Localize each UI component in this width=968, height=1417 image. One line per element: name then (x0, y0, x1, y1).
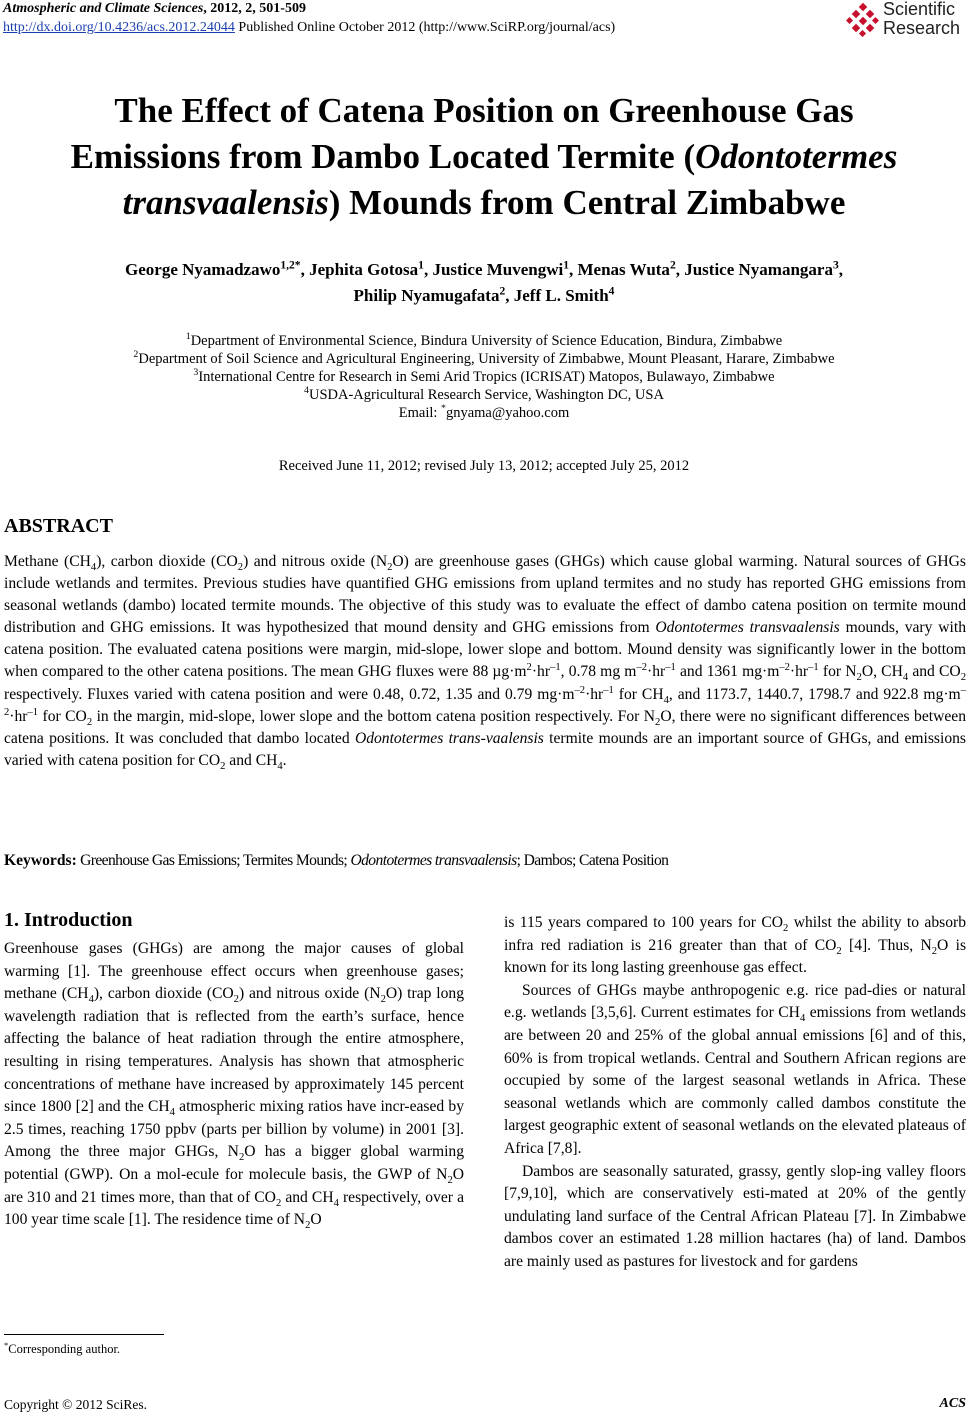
author: Menas Wuta$^2$, (577, 258, 685, 279)
paragraph: Dambos are seasonally saturated, grassy, gently slop-ing valley floors [7,9,10], which are conservatively esti-mated at 20% of the gently undulating land surface of the Central African Plateau [7]. In Zimbabwe dambos cover an estimated 1.28 million hactares (ha) of land. Dambos are mainly used as pastures for livestock and for gardens (504, 1162, 966, 1270)
email-line: Email: *gnyama@yahoo.com (398, 403, 570, 421)
doi-link[interactable]: http://dx.doi.org/10.4236/acs.2012.24044 (3, 20, 235, 35)
column-left (4, 909, 464, 1232)
abstract-body: Methane $(CH_4)$, carbon dioxide $(CO_2)$ and nitrous oxide $(N_2O)$ are greenhouse gases (GHGs) which cause global warming. Natural sources of GHGs include wetlands and termites. Previous studies have quantified GHG emissions from upland termites and no study has reported GHG emissions from seasonal wetlands (dambo) located termite mounds. The objective of this study was to evaluate the effect of dambo catena position on termite mound distribution and GHG emissions. It was hypothesized that mound density and GHG emissions from Odontotermes transvaalensis mounds, vary with catena position. The evaluated catena positions were margin, mid-slope, lower slope and bottom. Mound density was significantly lower in the bottom when compared to the other catena positions. The mean GHG fluxes were 88 $\mu g\cdot m^2\cdot hr^{-1}$, 0.78 mg $m^{-2}\cdot hr^{-1}$ and 1361 $mg\cdot m^{-2}\cdot hr^{-1}$ for $N_2O$, $CH_4$ and $CO_2$ respectively. Fluxes varied with catena position and were 0.48, 0.72, 1.35 and 0.79 $mg\cdot m^{-2}\cdot hr^{-1}$ for $CH_4$, and 1173.7, 1440.7, 1798.7 and 922.8 $mg\cdot m^{-2}\cdot hr^{-1}$ for $CO_2$ in the margin, mid-slope, lower slope and the bottom catena position respectively. For $N_2O$, there were no significant differences between catena positions. It was concluded that dambo located Odontotermes trans-vaalensis termite mounds are an important source of GHGs, and emissions varied with catena position for $CO_2$ and $CH_4$. (4, 553, 967, 772)
author: Jeff L. Smith$^4$ (513, 284, 615, 305)
logo-line1: Scientific (883, 0, 956, 19)
author: Justice Nyamangara$^3$, (684, 258, 843, 279)
author: Jephita Gotosa$^1$, (309, 258, 433, 279)
affiliation: $^2$Department of Soil Science and Agricultural Engineering, University of Zimbabwe, Mount Pleasant, Harare, Zimbabwe (133, 349, 835, 367)
author: George Nyamadzawo$^{1,2*}$, (125, 258, 310, 279)
author: Justice Muvengwi$^1$, (432, 258, 578, 279)
doi-line (3, 20, 615, 36)
affiliations (0, 332, 968, 422)
title-line3-italic: transvaalensis (122, 183, 329, 222)
logo-text (883, 0, 960, 38)
section-heading: 1. Introduction (4, 909, 133, 931)
paragraph: Greenhouse gases (GHGs) are among the major causes of global warming [1]. The greenhouse effect occurs when greenhouse gases; methane $(CH_4)$, carbon dioxide $(CO_2)$ and nitrous oxide $(N_2O)$ trap long wavelength radiation that is reflected from the earth’s surface, hence affecting the balance of heat radiation through the entire atmosphere, resulting in rising temperatures. Analysis has shown that atmospheric concentrations of methane have increased by approximately 145 percent since 1800 [2] and the $CH_4$ atmospheric mixing ratios have incr-eased by 2.5 times, reaching 1750 ppbv (parts per billion by volume) in 2001 [3]. Among the three major GHGs, $N_2O$ has a bigger global warming potential (GWP). On a mol-ecule for molecule basis, the GWP of $N_2O$ are 310 and 21 times more, than that of $CO_2$ and $CH_4$ respectively, over a 100 year time scale [1]. The residence time of $N_2O$ (4, 940, 465, 1232)
affiliation: $^1$Department of Environmental Science, Bindura University of Science Education, Bindura, Zimbabwe (185, 331, 783, 349)
title-line3-text: ) Mounds from Central Zimbabwe (328, 183, 846, 222)
paragraph: is 115 years compared to 100 years for $CO_2$ whilst the ability to absorb infra red radiation is 216 greater than that of $CO_2$ [4]. Thus, $N_2O$ is known for its long lasting greenhouse gas effect. (504, 914, 967, 977)
journal-header (3, 1, 306, 17)
author-line1 (0, 257, 968, 283)
column-right (504, 912, 966, 1274)
paragraph: Sources of GHGs maybe anthropogenic e.g. rice pad-dies or natural e.g. wetlands [3,5,6]. Current estimates for $CH_4$ emissions from wetlands are between 20 and 25% of the global annual emissions [6] and of this, 60% is from tropical wetlands. Central and Southern African regions are occupied by some of the largest seasonal wetlands in Africa. These seasonal wetlands which are commonly called dambos constitute the largest geographic extent of seasonal wetlands on the elevated plateaus of Africa [7,8]. (504, 981, 966, 1157)
footnote: *Corresponding author. (4, 1339, 121, 1356)
copyright: Copyright © 2012 SciRes. (4, 1397, 148, 1412)
footnote-rule (4, 1334, 164, 1335)
received-dates: Received June 11, 2012; revised July 13, 2012; accepted July 25, 2012 (278, 458, 690, 474)
keywords-list: Greenhouse Gas Emissions; Termites Mounds; Odontotermes transvaalensis; Dambos; Catena Position (76, 852, 669, 869)
title-line2-italic: Odontotermes (695, 137, 898, 176)
logo-line2: Research (883, 18, 961, 38)
journal-abbrev: ACS (939, 1396, 966, 1411)
abstract-heading: ABSTRACT (4, 515, 113, 537)
keywords-label: Keywords: (4, 852, 77, 869)
journal-name: Atmospheric and Climate Sciences (3, 1, 204, 16)
email-address[interactable]: gnyama@yahoo.com (445, 405, 570, 421)
author-list (0, 257, 968, 309)
publisher-logo (846, 0, 966, 42)
published-note: Published Online October 2012 (http://www.SciRP.org/journal/acs) (234, 20, 616, 35)
affiliation: $^4$USDA-Agricultural Research Service, Washington DC, USA (304, 385, 664, 403)
paper-title (0, 88, 968, 226)
journal-volume: , 2012, 2, 501-509 (203, 1, 306, 16)
scirp-logo-icon (846, 3, 880, 37)
title-line2 (0, 134, 968, 180)
affiliation: $^3$International Centre for Research in Semi Arid Tropics (ICRISAT) Matopos, Bulawayo, Zimbabwe (193, 367, 775, 385)
author: Philip Nyamugafata$^2$, (353, 284, 514, 305)
author-line2 (0, 283, 968, 309)
keywords (4, 852, 668, 870)
title-line2-text: Emissions from Dambo Located Termite ( (70, 137, 696, 176)
title-line3 (0, 180, 968, 226)
title-line1: The Effect of Catena Position on Greenhouse Gas (114, 91, 854, 130)
